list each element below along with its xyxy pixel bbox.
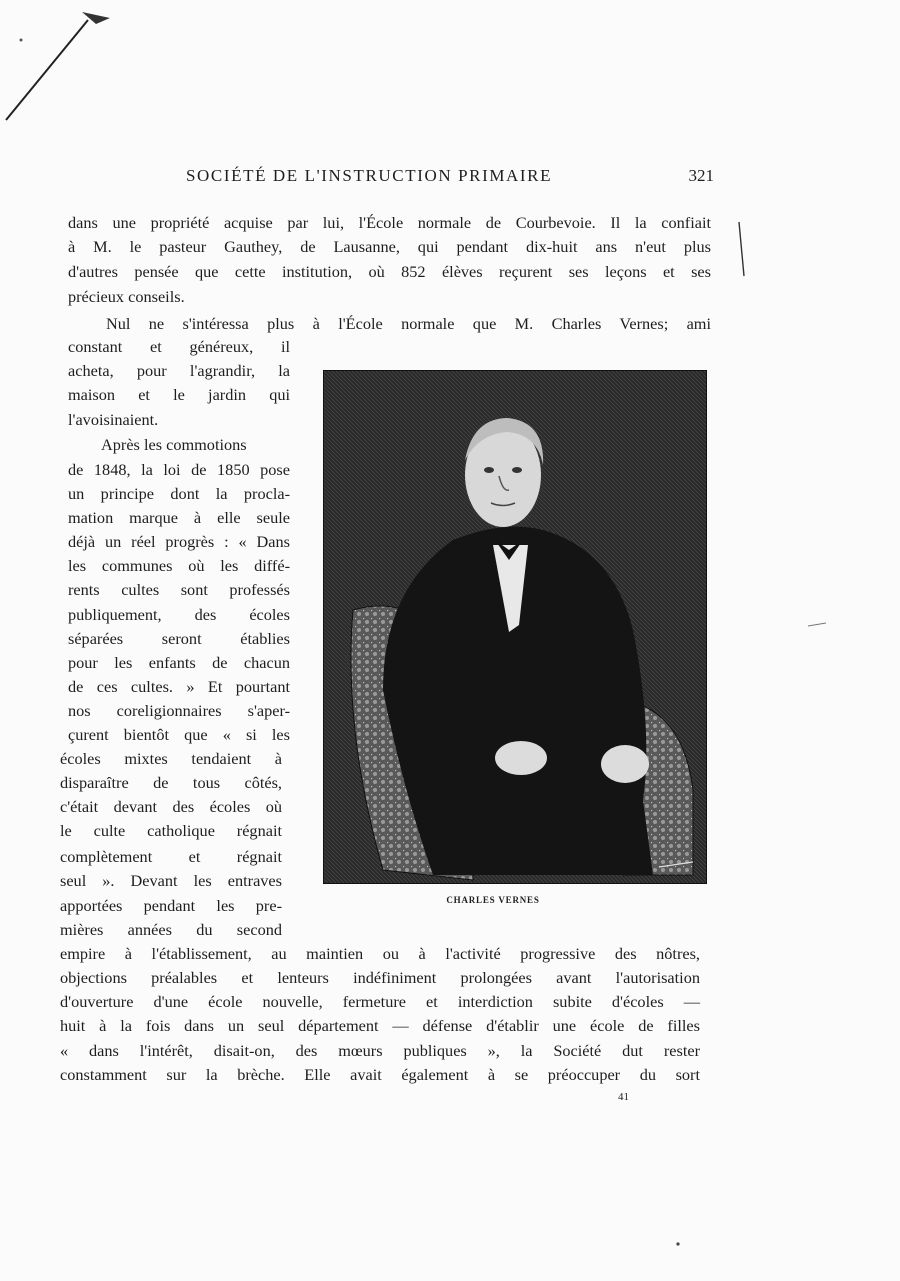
text-line: séparées seront établies	[68, 629, 290, 648]
text-line: l'avoisinaient.	[68, 410, 159, 429]
text-line: écoles mixtes tendaient à	[60, 749, 282, 768]
text-line: pour les enfants de chacun	[68, 653, 290, 672]
text-line: çurent bientôt que « si les	[68, 725, 290, 744]
text-line: rents cultes sont professés	[68, 580, 290, 599]
text-line: précieux conseils.	[68, 287, 185, 306]
text-line: Après les commotions	[101, 435, 247, 454]
text-line: nos coreligionnaires s'aper-	[68, 701, 290, 720]
text-line: c'était devant des écoles où	[60, 797, 282, 816]
text-line: d'autres pensée que cette institution, où 852 élèves reçurent ses leçons et ses	[68, 262, 711, 281]
text-line: publiquement, des écoles	[68, 605, 290, 624]
text-line: les communes où les diffé-	[68, 556, 290, 575]
text-line: de 1848, la loi de 1850 pose	[68, 460, 290, 479]
text-line: « dans l'intérêt, disait-on, des mœurs publiques », la Société dut rester	[60, 1041, 700, 1060]
text-line: huit à la fois dans un seul département — défense d'établir une école de filles	[60, 1016, 700, 1035]
text-line: constant et généreux, il	[68, 337, 290, 356]
text-line: mation marque à elle seule	[68, 508, 290, 527]
text-line: déjà un réel progrès : « Dans	[68, 532, 290, 551]
page-header	[186, 166, 714, 192]
text-line: complètement et régnait	[60, 847, 282, 866]
signature-mark: 41	[618, 1091, 629, 1103]
text-line: apportées pendant les pre-	[60, 896, 282, 915]
text-line: d'ouverture d'une école nouvelle, fermeture et interdiction subite d'écoles —	[60, 992, 700, 1011]
running-title: SOCIÉTÉ DE L'INSTRUCTION PRIMAIRE	[186, 166, 553, 185]
portrait-caption: CHARLES VERNES	[446, 895, 540, 905]
text-line: Nul ne s'intéressa plus à l'École normale que M. Charles Vernes; ami	[106, 314, 711, 333]
text-line: acheta, pour l'agrandir, la	[68, 361, 290, 380]
portrait-engraving	[323, 370, 707, 884]
text-line: un principe dont la procla-	[68, 484, 290, 503]
text-line: mières années du second	[60, 920, 282, 939]
text-line: dans une propriété acquise par lui, l'École normale de Courbevoie. Il la confiait	[68, 213, 711, 232]
text-line: à M. le pasteur Gauthey, de Lausanne, qui pendant dix-huit ans n'eut plus	[68, 237, 711, 256]
text-line: le culte catholique régnait	[60, 821, 282, 840]
page-number: 321	[688, 166, 714, 185]
text-line: disparaître de tous côtés,	[60, 773, 282, 792]
text-line: seul ». Devant les entraves	[60, 871, 282, 890]
text-line: maison et le jardin qui	[68, 385, 290, 404]
text-line: de ces cultes. » Et pourtant	[68, 677, 290, 696]
text-line: constamment sur la brèche. Elle avait également à se préoccuper du sort	[60, 1065, 700, 1084]
text-line: objections préalables et lenteurs indéfiniment prolongées avant l'autorisation	[60, 968, 700, 987]
text-line: empire à l'établissement, au maintien ou à l'activité progressive des nôtres,	[60, 944, 700, 963]
